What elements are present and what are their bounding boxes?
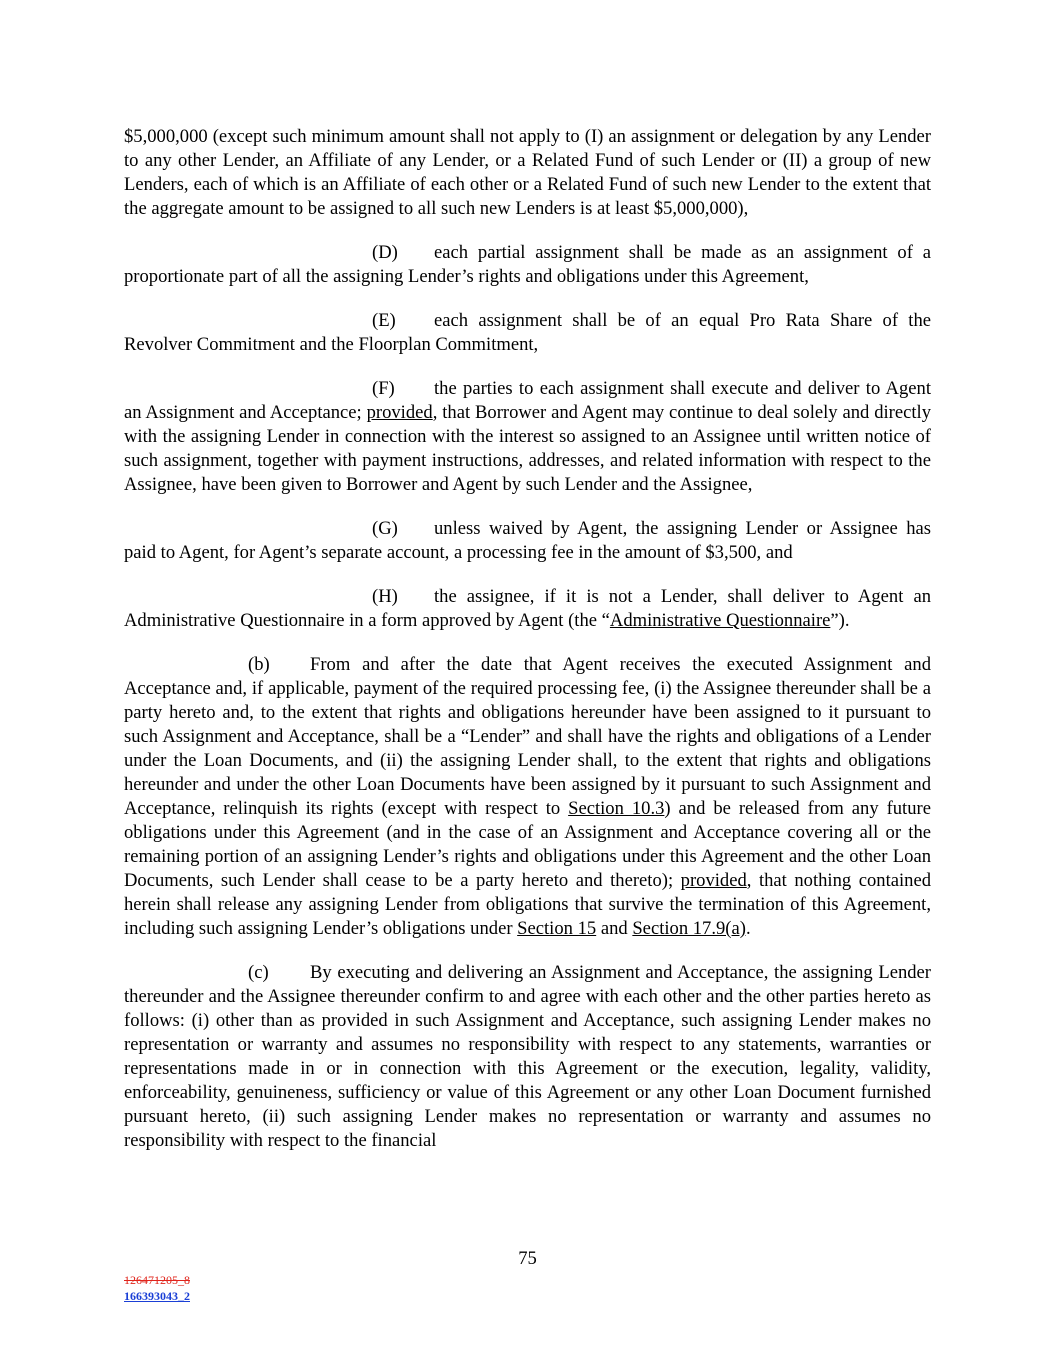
section-10-3-reference[interactable]: Section 10.3	[568, 798, 665, 819]
section-b	[124, 653, 931, 941]
section-b-text-3: , that nothing contained herein shall release any assigning Lender from obligations that survive the termination of this Agreement, including such assigning Lender’s obligations under	[124, 870, 932, 939]
paragraph-intro-text: $5,000,000 (except such minimum amount shall not apply to (I) an assignment or delegation by any Lender to any other Lender, an Affiliate of any Lender, or a Related Fund of such Lender or (II) a group of new Lenders, each of which is an Affiliate of each other or a Related Fund of such new Lender to the extent that the aggregate amount to be assigned to all such new Lenders is at least $5,000,000),	[124, 126, 931, 219]
clause-f	[124, 377, 931, 497]
section-c	[124, 961, 931, 1153]
section-b-provided: provided	[680, 870, 747, 891]
section-c-label: (c)	[248, 962, 269, 983]
section-15-reference[interactable]: Section 15	[517, 918, 597, 939]
clause-h-text-1: the assignee, if it is not a Lender, shall deliver to Agent an Administrative Questionnaire in a form approved by Agent (the “	[124, 586, 931, 631]
section-b-text-5: .	[745, 918, 751, 939]
clause-g-label: (G)	[372, 518, 398, 539]
clause-g	[124, 517, 931, 565]
section-b-text-4: and	[596, 918, 633, 939]
clause-d-text: each partial assignment shall be made as an assignment of a proportionate part of all the assigning Lender’s rights and obligations under this Agreement,	[124, 242, 931, 287]
clause-e-label: (E)	[372, 310, 396, 331]
section-b-label: (b)	[248, 654, 270, 675]
page-number: 75	[518, 1248, 537, 1269]
section-17-9a-reference[interactable]: Section 17.9(a)	[632, 918, 746, 939]
clause-h-text-2: ”).	[830, 610, 850, 631]
document-body	[124, 125, 931, 1153]
clause-d-label: (D)	[372, 242, 398, 263]
clause-h-label: (H)	[372, 586, 398, 607]
clause-f-text-2: , that Borrower and Agent may continue to deal solely and directly with the assigning Lender in connection with the interest so assigned to an Assignee until written notice of such assignment, together with payment instructions, addresses, and related information with respect to the Assignee, have been given to Borrower and Agent by such Lender and the Assignee,	[124, 402, 931, 495]
section-b-text-1: From and after the date that Agent receives the executed Assignment and Acceptance and, if applicable, payment of the required processing fee, (i) the Assignee thereunder shall be a party hereto and, to the extent that rights and obligations hereunder have been assigned to it pursuant to such Assignment and Acceptance, shall be a “Lender” and shall have the rights and obligations of a Lender under the Loan Documents, and (ii) the assigning Lender shall, to the extent that rights and obligations hereunder and under the other Loan Documents have been assigned by it pursuant to such Assignment and Acceptance, relinquish its rights (except with respect to	[124, 654, 931, 819]
section-c-text: By executing and delivering an Assignment and Acceptance, the assigning Lender thereunder and the Assignee thereunder confirm to and agree with each other and the other parties hereto as follows: (i) other than as provided in such Assignment and Acceptance, such assigning Lender makes no representation or warranty and assumes no responsibility with respect to any statements, warranties or representations made in or in connection with this Agreement or the execution, legality, validity, enforceability, genuineness, sufficiency or value of this Agreement or any other Loan Document furnished pursuant hereto, (ii) such assigning Lender makes no representation or warranty and assumes no responsibility with respect to the financial	[124, 962, 931, 1151]
administrative-questionnaire-term: Administrative Questionnaire	[609, 610, 831, 631]
paragraph-intro	[124, 125, 931, 221]
clause-f-text-1: the parties to each assignment shall execute and deliver to Agent an Assignment and Acceptance;	[124, 378, 931, 423]
clause-f-provided: provided	[366, 402, 433, 423]
clause-e	[124, 309, 931, 357]
clause-f-label: (F)	[372, 378, 395, 399]
section-b-text-2: ) and be released from any future obligations under this Agreement (and in the case of an Assignment and Acceptance covering all or the remaining portion of an assigning Lender’s rights and obligations under this Agreement and the other Loan Documents, such Lender shall cease to be a party hereto and thereto);	[124, 798, 931, 891]
clause-d	[124, 241, 931, 289]
clause-g-text: unless waived by Agent, the assigning Lender or Assignee has paid to Agent, for Agent’s separate account, a processing fee in the amount of $3,500, and	[124, 518, 931, 563]
clause-h	[124, 585, 931, 633]
clause-e-text: each assignment shall be of an equal Pro Rata Share of the Revolver Commitment and the Floorplan Commitment,	[124, 310, 931, 355]
doc-id-old: 126471205_8	[124, 1273, 190, 1287]
doc-id-new: 166393043_2	[124, 1289, 190, 1303]
